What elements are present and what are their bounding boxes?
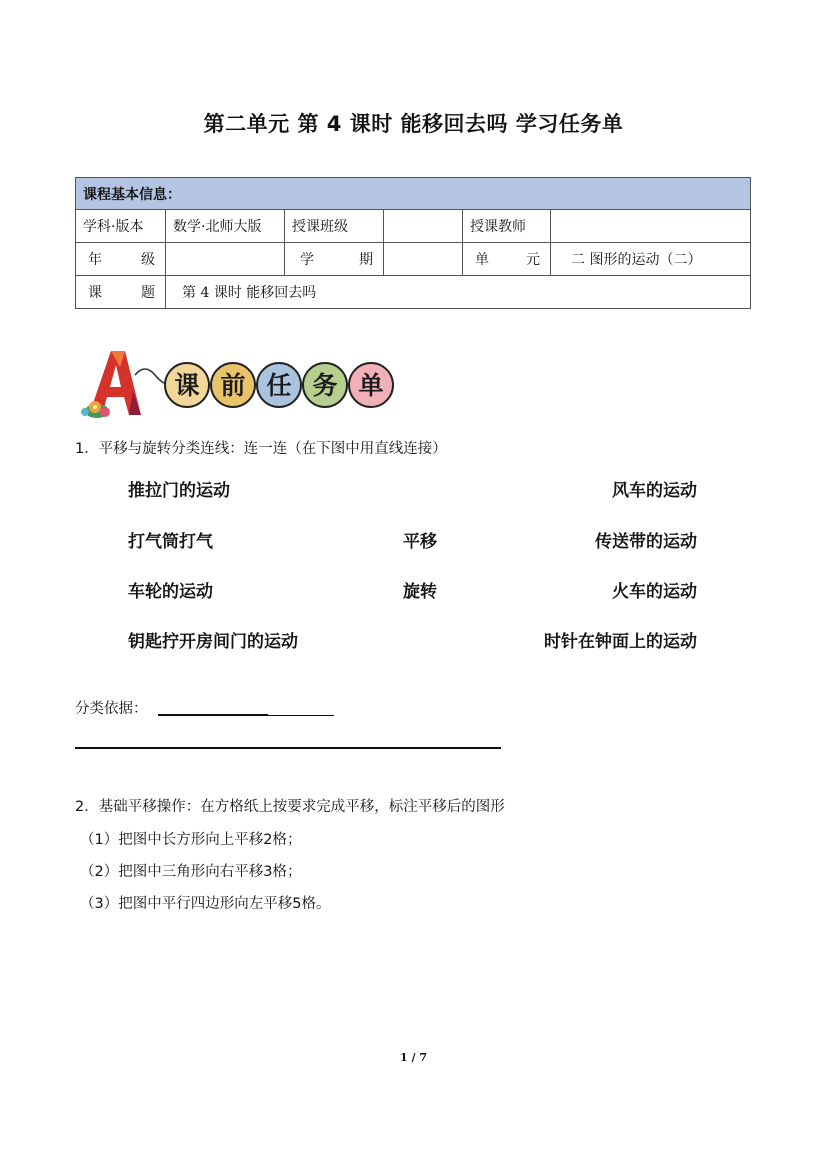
middle-item-rotation[interactable]: 旋转: [403, 582, 437, 602]
label-grade-b: 级: [141, 252, 155, 268]
banner-chars: [165, 363, 393, 407]
question-2-item: （2）把图中三角形向右平移3格；: [80, 864, 302, 880]
right-item[interactable]: 风车的运动: [612, 481, 697, 501]
value-unit: 二 图形的运动（二）: [551, 243, 751, 276]
label-term-b: 期: [359, 252, 373, 268]
answer-line-2[interactable]: [75, 747, 501, 749]
label-class: 授课班级: [285, 210, 384, 243]
label-topic: [76, 276, 166, 309]
banner-graphic: [75, 345, 405, 423]
label-topic-a: 课: [88, 285, 102, 301]
question-2-item: （1）把图中长方形向上平移2格；: [80, 832, 302, 848]
label-term-a: 学: [300, 252, 314, 268]
banner-char: 前: [220, 371, 246, 400]
left-item[interactable]: 推拉门的运动: [128, 481, 230, 501]
course-info-table: [75, 177, 751, 309]
label-unit-b: 元: [526, 252, 540, 268]
label-teacher: 授课教师: [463, 210, 551, 243]
classification-basis-label: 分类依据：: [75, 701, 148, 717]
label-term: [285, 243, 384, 276]
page-title: 第二单元 第 4 课时 能移回去吗 学习任务单: [203, 112, 624, 136]
left-item[interactable]: 打气筒打气: [128, 532, 213, 552]
left-item[interactable]: 车轮的运动: [128, 582, 213, 602]
letter-a-logo: [81, 351, 141, 418]
answer-line-1-overlay: [158, 714, 268, 715]
value-term[interactable]: [384, 243, 463, 276]
answer-line-1[interactable]: [158, 715, 334, 716]
value-grade[interactable]: [166, 243, 285, 276]
label-grade-a: 年: [88, 252, 102, 268]
question-2-prompt: 2．基础平移操作：在方格纸上按要求完成平移，标注平移后的图形: [75, 799, 505, 815]
banner-char: 课: [174, 371, 200, 400]
value-topic: 第 4 课时 能移回去吗: [166, 276, 751, 309]
logo-letter: A: [111, 387, 119, 398]
right-item[interactable]: 火车的运动: [612, 582, 697, 602]
left-item[interactable]: 钥匙拧开房间门的运动: [128, 632, 298, 652]
label-grade: [76, 243, 166, 276]
banner-char: 单: [358, 371, 384, 400]
middle-item-translation[interactable]: 平移: [403, 532, 437, 552]
value-teacher[interactable]: [551, 210, 751, 243]
right-item[interactable]: 时针在钟面上的运动: [544, 632, 697, 652]
value-class[interactable]: [384, 210, 463, 243]
page-number: 1 / 7: [400, 1051, 427, 1064]
label-subject: 学科·版本: [76, 210, 166, 243]
banner-char: 务: [312, 371, 338, 400]
value-subject: 数学·北师大版: [166, 210, 285, 243]
question-1-prompt: 1．平移与旋转分类连线：连一连（在下图中用直线连接）: [75, 441, 447, 457]
right-item[interactable]: 传送带的运动: [595, 532, 697, 552]
label-unit-a: 单: [475, 252, 489, 268]
pre-class-task-banner: [75, 345, 405, 423]
label-topic-b: 题: [141, 285, 155, 301]
label-unit: [463, 243, 551, 276]
banner-char: 任: [266, 371, 292, 400]
question-2-item: （3）把图中平行四边形向左平移5格。: [80, 896, 331, 912]
table-header: 课程基本信息：: [76, 178, 751, 210]
